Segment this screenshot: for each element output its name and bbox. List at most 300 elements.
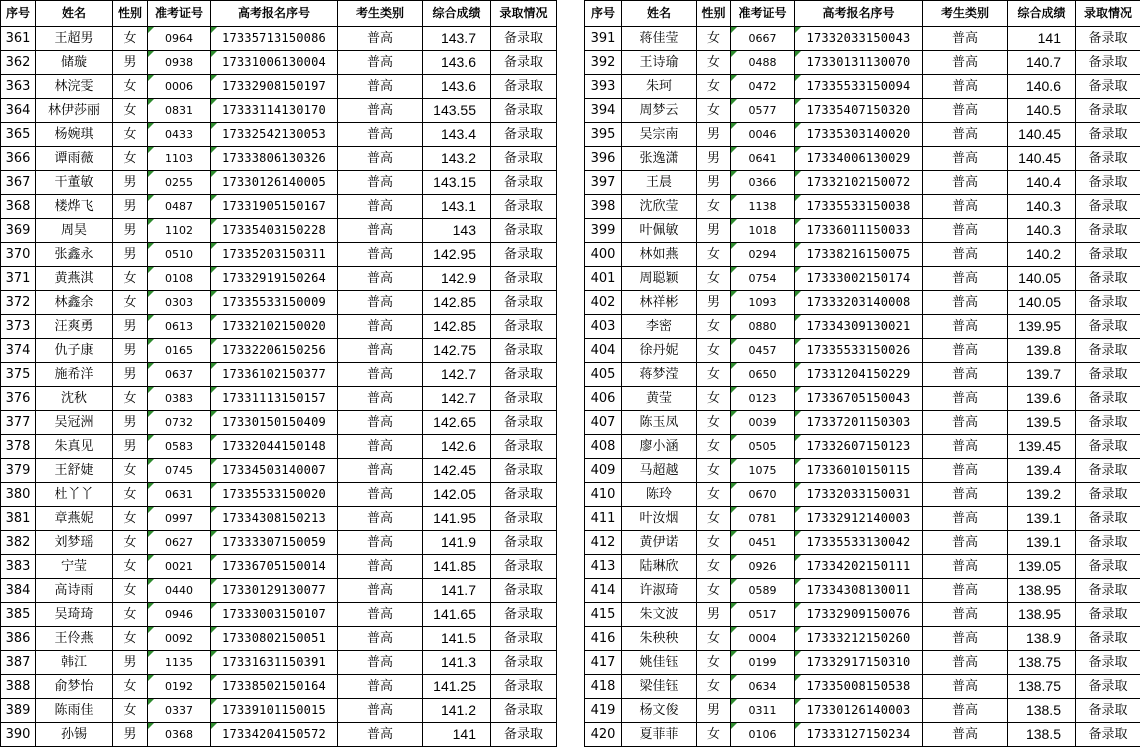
cell-category: 普高	[338, 243, 423, 267]
cell-category: 普高	[923, 291, 1008, 315]
cell-category: 普高	[338, 195, 423, 219]
cell-name: 沈欣莹	[622, 195, 697, 219]
cell-score: 140.3	[1008, 195, 1076, 219]
cell-reg-no: 17333114130170	[211, 99, 338, 123]
cell-name: 周梦云	[622, 99, 697, 123]
cell-name: 陈雨佳	[36, 699, 113, 723]
cell-seq: 404	[585, 339, 622, 363]
cell-gender: 男	[113, 363, 148, 387]
cell-exam-no: 0021	[148, 555, 211, 579]
cell-category: 普高	[338, 603, 423, 627]
cell-category: 普高	[923, 651, 1008, 675]
cell-score: 139.7	[1008, 363, 1076, 387]
table-row	[1, 459, 557, 483]
cell-status: 备录取	[491, 579, 557, 603]
cell-status: 备录取	[1076, 651, 1140, 675]
cell-gender: 女	[113, 267, 148, 291]
cell-exam-no: 0383	[148, 387, 211, 411]
cell-exam-no: 0092	[148, 627, 211, 651]
cell-name: 朱秧秧	[622, 627, 697, 651]
cell-seq: 386	[1, 627, 36, 651]
cell-seq: 410	[585, 483, 622, 507]
table-row	[585, 243, 1140, 267]
cell-seq: 407	[585, 411, 622, 435]
header-score: 综合成绩	[423, 1, 491, 27]
cell-reg-no: 17330131130070	[795, 51, 923, 75]
cell-name: 夏菲菲	[622, 723, 697, 747]
cell-exam-no: 1103	[148, 147, 211, 171]
cell-seq: 378	[1, 435, 36, 459]
cell-category: 普高	[338, 51, 423, 75]
cell-reg-no: 17330126140003	[795, 699, 923, 723]
cell-seq: 413	[585, 555, 622, 579]
cell-status: 备录取	[491, 267, 557, 291]
cell-gender: 女	[697, 315, 731, 339]
cell-reg-no: 17332044150148	[211, 435, 338, 459]
cell-name: 林鑫余	[36, 291, 113, 315]
cell-exam-no: 0199	[731, 651, 795, 675]
cell-reg-no: 17332919150264	[211, 267, 338, 291]
cell-category: 普高	[923, 675, 1008, 699]
cell-gender: 女	[697, 723, 731, 747]
cell-status: 备录取	[491, 123, 557, 147]
cell-gender: 女	[697, 195, 731, 219]
cell-exam-no: 0754	[731, 267, 795, 291]
table-row	[1, 315, 557, 339]
cell-category: 普高	[923, 483, 1008, 507]
cell-gender: 男	[697, 603, 731, 627]
header-category: 考生类别	[923, 1, 1008, 27]
cell-reg-no: 17334202150111	[795, 555, 923, 579]
cell-category: 普高	[338, 675, 423, 699]
cell-score: 138.5	[1008, 699, 1076, 723]
cell-status: 备录取	[1076, 291, 1140, 315]
cell-seq: 397	[585, 171, 622, 195]
cell-gender: 男	[697, 291, 731, 315]
cell-gender: 女	[113, 99, 148, 123]
cell-reg-no: 17335533150094	[795, 75, 923, 99]
cell-status: 备录取	[1076, 411, 1140, 435]
cell-seq: 385	[1, 603, 36, 627]
cell-exam-no: 0613	[148, 315, 211, 339]
cell-name: 施希洋	[36, 363, 113, 387]
cell-exam-no: 0123	[731, 387, 795, 411]
cell-exam-no: 0294	[731, 243, 795, 267]
cell-reg-no: 17330150150409	[211, 411, 338, 435]
table-row	[1, 531, 557, 555]
cell-reg-no: 17332033150043	[795, 27, 923, 51]
cell-gender: 女	[697, 531, 731, 555]
cell-score: 143.15	[423, 171, 491, 195]
cell-seq: 408	[585, 435, 622, 459]
cell-name: 仇子康	[36, 339, 113, 363]
header-name: 姓名	[622, 1, 697, 27]
cell-reg-no: 17335533150020	[211, 483, 338, 507]
cell-category: 普高	[923, 99, 1008, 123]
cell-seq: 405	[585, 363, 622, 387]
cell-exam-no: 0046	[731, 123, 795, 147]
cell-score: 142.75	[423, 339, 491, 363]
cell-category: 普高	[923, 699, 1008, 723]
cell-name: 吴宗南	[622, 123, 697, 147]
cell-seq: 377	[1, 411, 36, 435]
cell-score: 140.5	[1008, 99, 1076, 123]
cell-status: 备录取	[1076, 723, 1140, 747]
header-seq: 序号	[1, 1, 36, 27]
cell-seq: 373	[1, 315, 36, 339]
table-row	[585, 435, 1140, 459]
cell-name: 陈玉凤	[622, 411, 697, 435]
cell-name: 汪爽勇	[36, 315, 113, 339]
table-row	[585, 675, 1140, 699]
cell-category: 普高	[338, 555, 423, 579]
cell-gender: 男	[697, 699, 731, 723]
cell-gender: 女	[697, 507, 731, 531]
cell-gender: 女	[697, 387, 731, 411]
cell-exam-no: 0650	[731, 363, 795, 387]
cell-status: 备录取	[1076, 675, 1140, 699]
cell-status: 备录取	[1076, 147, 1140, 171]
cell-category: 普高	[923, 411, 1008, 435]
cell-exam-no: 0946	[148, 603, 211, 627]
table-row	[585, 387, 1140, 411]
table-row	[1, 435, 557, 459]
table-row	[1, 363, 557, 387]
cell-seq: 369	[1, 219, 36, 243]
cell-exam-no: 1093	[731, 291, 795, 315]
cell-category: 普高	[923, 315, 1008, 339]
header-status: 录取情况	[1076, 1, 1140, 27]
cell-exam-no: 0641	[731, 147, 795, 171]
cell-score: 140.7	[1008, 51, 1076, 75]
cell-score: 143.55	[423, 99, 491, 123]
cell-status: 备录取	[1076, 219, 1140, 243]
table-row	[1, 291, 557, 315]
cell-reg-no: 17331631150391	[211, 651, 338, 675]
cell-category: 普高	[338, 459, 423, 483]
cell-score: 141	[1008, 27, 1076, 51]
cell-score: 142.85	[423, 315, 491, 339]
cell-status: 备录取	[1076, 123, 1140, 147]
table-row	[585, 51, 1140, 75]
cell-gender: 女	[113, 75, 148, 99]
cell-reg-no: 17335533130042	[795, 531, 923, 555]
cell-gender: 女	[697, 75, 731, 99]
cell-seq: 380	[1, 483, 36, 507]
cell-score: 139.5	[1008, 411, 1076, 435]
table-row	[1, 99, 557, 123]
cell-score: 143.4	[423, 123, 491, 147]
cell-seq: 416	[585, 627, 622, 651]
cell-category: 普高	[923, 123, 1008, 147]
cell-category: 普高	[923, 27, 1008, 51]
cell-exam-no: 0637	[148, 363, 211, 387]
table-row	[585, 171, 1140, 195]
cell-seq: 361	[1, 27, 36, 51]
cell-reg-no: 17332917150310	[795, 651, 923, 675]
cell-name: 黄莹	[622, 387, 697, 411]
cell-name: 李密	[622, 315, 697, 339]
cell-score: 138.95	[1008, 603, 1076, 627]
header-reg-no: 高考报名序号	[211, 1, 338, 27]
table-row	[1, 339, 557, 363]
cell-seq: 391	[585, 27, 622, 51]
cell-category: 普高	[923, 267, 1008, 291]
cell-reg-no: 17335303140020	[795, 123, 923, 147]
cell-reg-no: 17334309130021	[795, 315, 923, 339]
cell-exam-no: 0433	[148, 123, 211, 147]
cell-exam-no: 0505	[731, 435, 795, 459]
cell-gender: 女	[697, 363, 731, 387]
table-row	[585, 291, 1140, 315]
cell-name: 杨婉琪	[36, 123, 113, 147]
cell-category: 普高	[338, 507, 423, 531]
table-row	[1, 387, 557, 411]
cell-category: 普高	[923, 171, 1008, 195]
cell-gender: 女	[113, 699, 148, 723]
cell-score: 142.05	[423, 483, 491, 507]
cell-seq: 362	[1, 51, 36, 75]
cell-status: 备录取	[1076, 243, 1140, 267]
cell-exam-no: 0670	[731, 483, 795, 507]
header-category: 考生类别	[338, 1, 423, 27]
cell-status: 备录取	[491, 459, 557, 483]
cell-name: 林浣雯	[36, 75, 113, 99]
cell-reg-no: 17339101150015	[211, 699, 338, 723]
cell-score: 142.7	[423, 363, 491, 387]
cell-exam-no: 1138	[731, 195, 795, 219]
cell-gender: 女	[113, 531, 148, 555]
cell-gender: 男	[113, 411, 148, 435]
cell-seq: 384	[1, 579, 36, 603]
cell-seq: 417	[585, 651, 622, 675]
cell-status: 备录取	[491, 723, 557, 747]
cell-reg-no: 17332607150123	[795, 435, 923, 459]
cell-reg-no: 17338216150075	[795, 243, 923, 267]
cell-score: 140.2	[1008, 243, 1076, 267]
cell-score: 141	[423, 723, 491, 747]
cell-exam-no: 0631	[148, 483, 211, 507]
table-row	[1, 195, 557, 219]
table-row	[585, 723, 1140, 747]
cell-name: 谭雨薇	[36, 147, 113, 171]
table-row	[1, 555, 557, 579]
cell-score: 138.5	[1008, 723, 1076, 747]
cell-gender: 女	[697, 51, 731, 75]
cell-name: 吴冠洲	[36, 411, 113, 435]
cell-status: 备录取	[491, 627, 557, 651]
table-row	[1, 723, 557, 747]
cell-reg-no: 17338502150164	[211, 675, 338, 699]
cell-reg-no: 17331905150167	[211, 195, 338, 219]
cell-name: 刘梦瑶	[36, 531, 113, 555]
header-row	[585, 1, 1140, 27]
cell-exam-no: 1102	[148, 219, 211, 243]
cell-exam-no: 0487	[148, 195, 211, 219]
cell-name: 王晨	[622, 171, 697, 195]
cell-name: 王伶燕	[36, 627, 113, 651]
cell-name: 陈玲	[622, 483, 697, 507]
cell-seq: 402	[585, 291, 622, 315]
cell-name: 干董敏	[36, 171, 113, 195]
cell-category: 普高	[923, 219, 1008, 243]
table-row	[585, 339, 1140, 363]
cell-status: 备录取	[491, 339, 557, 363]
cell-category: 普高	[923, 51, 1008, 75]
header-gender: 性别	[113, 1, 148, 27]
cell-gender: 女	[697, 411, 731, 435]
cell-score: 142.45	[423, 459, 491, 483]
cell-reg-no: 17333806130326	[211, 147, 338, 171]
cell-exam-no: 0488	[731, 51, 795, 75]
cell-reg-no: 17331006130004	[211, 51, 338, 75]
cell-category: 普高	[338, 723, 423, 747]
cell-status: 备录取	[491, 411, 557, 435]
cell-reg-no: 17336705150014	[211, 555, 338, 579]
cell-category: 普高	[923, 603, 1008, 627]
cell-name: 林如燕	[622, 243, 697, 267]
cell-reg-no: 17335407150320	[795, 99, 923, 123]
cell-score: 140.45	[1008, 123, 1076, 147]
cell-seq: 363	[1, 75, 36, 99]
cell-seq: 366	[1, 147, 36, 171]
cell-reg-no: 17335008150538	[795, 675, 923, 699]
cell-gender: 女	[113, 387, 148, 411]
cell-status: 备录取	[491, 507, 557, 531]
cell-gender: 男	[113, 171, 148, 195]
cell-seq: 382	[1, 531, 36, 555]
cell-reg-no: 17331113150157	[211, 387, 338, 411]
cell-score: 138.75	[1008, 651, 1076, 675]
cell-gender: 女	[113, 291, 148, 315]
cell-status: 备录取	[491, 651, 557, 675]
cell-seq: 418	[585, 675, 622, 699]
cell-exam-no: 0510	[148, 243, 211, 267]
table-row	[585, 99, 1140, 123]
cell-seq: 414	[585, 579, 622, 603]
cell-category: 普高	[923, 363, 1008, 387]
cell-reg-no: 17336705150043	[795, 387, 923, 411]
cell-gender: 男	[113, 51, 148, 75]
cell-status: 备录取	[1076, 75, 1140, 99]
cell-exam-no: 0440	[148, 579, 211, 603]
cell-score: 139.2	[1008, 483, 1076, 507]
cell-seq: 372	[1, 291, 36, 315]
cell-seq: 419	[585, 699, 622, 723]
left-admission-table	[0, 0, 557, 747]
header-name: 姓名	[36, 1, 113, 27]
cell-reg-no: 17333212150260	[795, 627, 923, 651]
cell-name: 林伊莎丽	[36, 99, 113, 123]
cell-gender: 男	[697, 123, 731, 147]
cell-category: 普高	[923, 579, 1008, 603]
cell-status: 备录取	[491, 291, 557, 315]
cell-category: 普高	[338, 363, 423, 387]
cell-score: 138.9	[1008, 627, 1076, 651]
cell-reg-no: 17335533150038	[795, 195, 923, 219]
cell-name: 叶汝烟	[622, 507, 697, 531]
cell-exam-no: 0004	[731, 627, 795, 651]
cell-category: 普高	[338, 75, 423, 99]
right-admission-table	[584, 0, 1140, 747]
cell-score: 142.65	[423, 411, 491, 435]
table-row	[585, 363, 1140, 387]
cell-category: 普高	[338, 435, 423, 459]
table-row	[585, 123, 1140, 147]
table-row	[585, 219, 1140, 243]
cell-gender: 男	[113, 315, 148, 339]
cell-category: 普高	[338, 267, 423, 291]
cell-exam-no: 0517	[731, 603, 795, 627]
cell-status: 备录取	[491, 387, 557, 411]
cell-exam-no: 0108	[148, 267, 211, 291]
cell-category: 普高	[338, 531, 423, 555]
cell-exam-no: 0303	[148, 291, 211, 315]
cell-status: 备录取	[1076, 483, 1140, 507]
table-row	[585, 507, 1140, 531]
cell-score: 142.7	[423, 387, 491, 411]
cell-name: 周昊	[36, 219, 113, 243]
cell-seq: 389	[1, 699, 36, 723]
cell-category: 普高	[923, 507, 1008, 531]
cell-exam-no: 1018	[731, 219, 795, 243]
cell-reg-no: 17332909150076	[795, 603, 923, 627]
cell-gender: 女	[697, 243, 731, 267]
cell-score: 141.2	[423, 699, 491, 723]
table-row	[1, 579, 557, 603]
cell-exam-no: 0039	[731, 411, 795, 435]
cell-category: 普高	[338, 291, 423, 315]
cell-reg-no: 17335403150228	[211, 219, 338, 243]
cell-status: 备录取	[1076, 195, 1140, 219]
cell-name: 张鑫永	[36, 243, 113, 267]
cell-reg-no: 17335203150311	[211, 243, 338, 267]
cell-name: 韩江	[36, 651, 113, 675]
cell-name: 朱文波	[622, 603, 697, 627]
cell-gender: 女	[113, 459, 148, 483]
cell-seq: 390	[1, 723, 36, 747]
table-row	[1, 483, 557, 507]
cell-name: 章燕妮	[36, 507, 113, 531]
cell-seq: 374	[1, 339, 36, 363]
table-row	[1, 411, 557, 435]
cell-gender: 女	[113, 627, 148, 651]
table-row	[585, 627, 1140, 651]
header-seq: 序号	[585, 1, 622, 27]
cell-seq: 379	[1, 459, 36, 483]
cell-score: 141.5	[423, 627, 491, 651]
cell-reg-no: 17333002150174	[795, 267, 923, 291]
cell-name: 王舒婕	[36, 459, 113, 483]
cell-exam-no: 0667	[731, 27, 795, 51]
table-row	[585, 603, 1140, 627]
cell-gender: 女	[697, 627, 731, 651]
cell-status: 备录取	[1076, 27, 1140, 51]
cell-reg-no: 17332102150072	[795, 171, 923, 195]
cell-status: 备录取	[1076, 339, 1140, 363]
table-row	[1, 51, 557, 75]
table-row	[1, 27, 557, 51]
table-row	[585, 555, 1140, 579]
cell-status: 备录取	[1076, 579, 1140, 603]
cell-seq: 392	[585, 51, 622, 75]
cell-score: 140.05	[1008, 291, 1076, 315]
cell-seq: 371	[1, 267, 36, 291]
cell-score: 138.95	[1008, 579, 1076, 603]
cell-name: 蒋佳莹	[622, 27, 697, 51]
table-row	[1, 627, 557, 651]
cell-status: 备录取	[1076, 99, 1140, 123]
